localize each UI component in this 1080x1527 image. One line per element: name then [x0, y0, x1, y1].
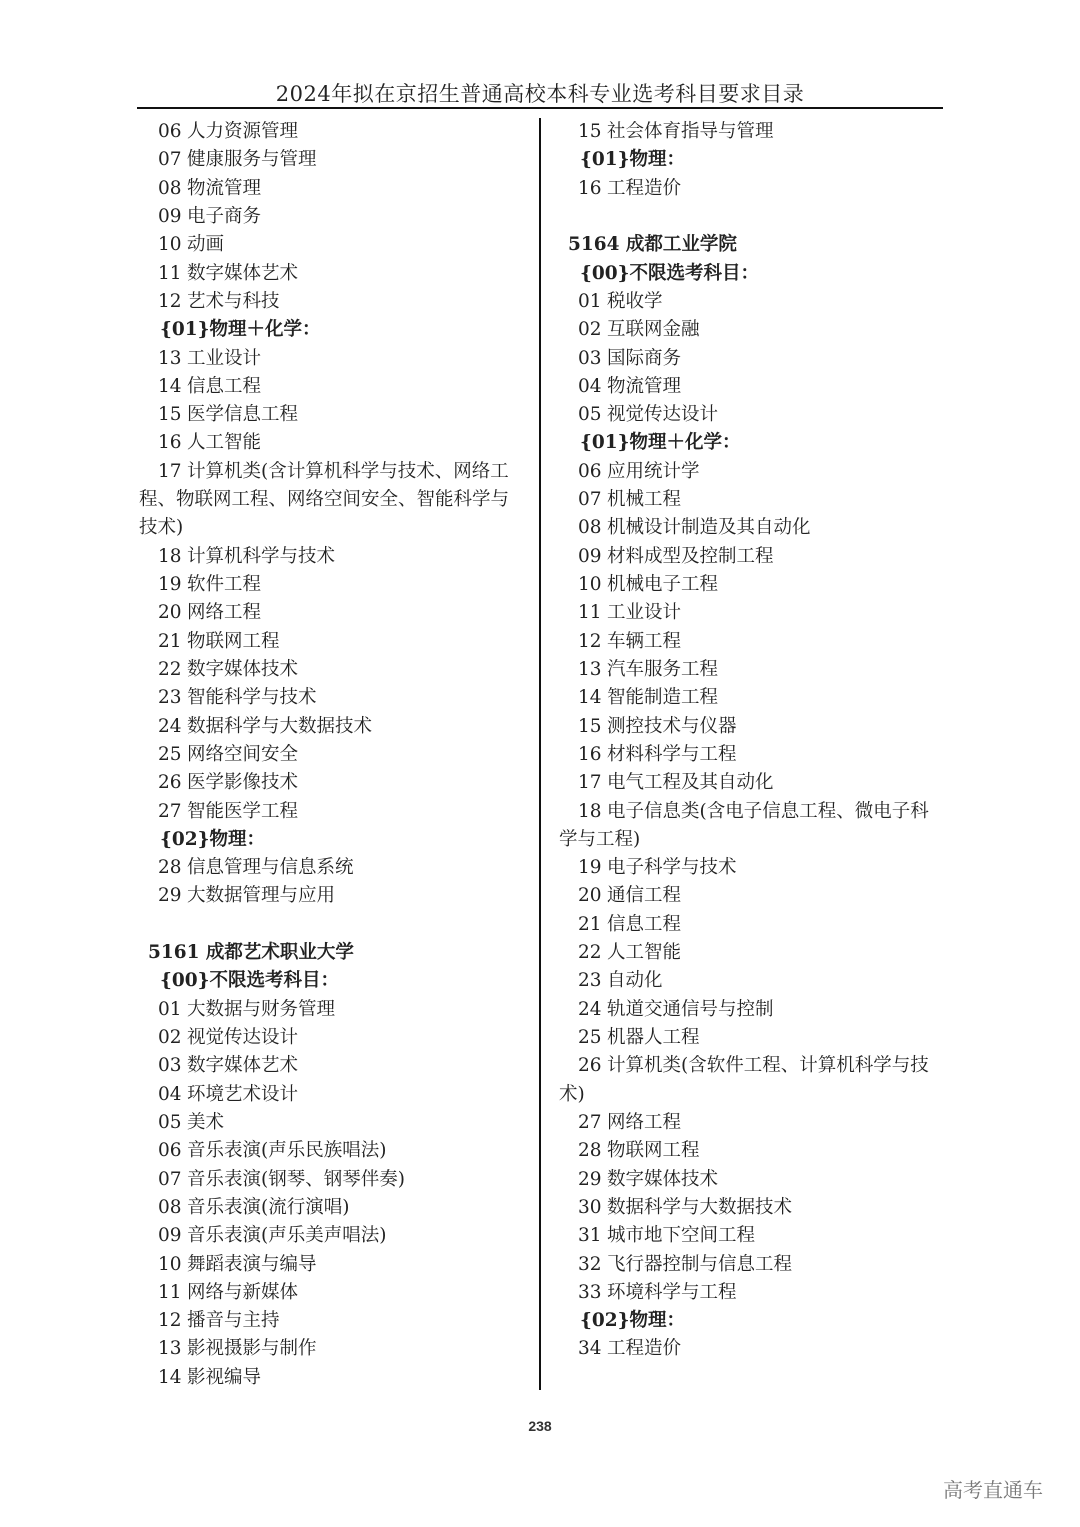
major-list-item [139, 1052, 539, 1080]
major-list-item [139, 1307, 539, 1335]
major-name: 工程造价 [607, 177, 682, 199]
major-list-item [559, 996, 959, 1024]
major-list-item [139, 288, 539, 316]
major-code: 27 [578, 1111, 602, 1133]
major-name: 影视摄影与制作 [187, 1338, 317, 1360]
major-list-item [559, 373, 959, 401]
major-name: 数字媒体技术 [187, 658, 299, 680]
major-list-item [139, 769, 539, 797]
major-name: 电子信息类(含电子信息工程、微电子科 [607, 800, 929, 822]
major-code: 04 [578, 375, 602, 397]
major-code: 06 [158, 121, 182, 142]
major-list-item [559, 599, 959, 627]
major-list-item [559, 628, 959, 656]
major-list-item [559, 571, 959, 599]
major-list-item [139, 656, 539, 684]
major-list-item [139, 599, 539, 627]
major-name: 视觉传达设计 [607, 404, 719, 426]
school-heading: 5161 成都艺术职业大学 [148, 942, 354, 964]
major-name: 音乐表演(声乐美声唱法) [187, 1225, 387, 1247]
left-column [139, 118, 539, 1392]
major-name: 网络工程 [607, 1111, 682, 1133]
major-list-item [559, 713, 959, 741]
major-name: 环境艺术设计 [187, 1083, 299, 1105]
major-list-item [139, 260, 539, 288]
major-name: 信息工程 [187, 375, 262, 397]
major-list-item [139, 741, 539, 769]
major-code: 11 [158, 262, 182, 284]
major-list-item [559, 486, 959, 514]
major-list-item [559, 939, 959, 967]
major-list-item [559, 1279, 959, 1307]
major-code: 25 [158, 743, 182, 765]
major-name-continuation: 术) [559, 1083, 585, 1105]
major-code: 28 [578, 1140, 602, 1162]
major-name: 计算机类(含软件工程、计算机科学与技 [607, 1055, 929, 1077]
major-code: 29 [158, 885, 182, 907]
blank-line [139, 911, 539, 939]
major-code: 13 [158, 1338, 182, 1360]
major-name: 大数据与财务管理 [187, 998, 336, 1020]
major-name: 社会体育指导与管理 [607, 121, 774, 142]
major-name: 车辆工程 [607, 630, 682, 652]
major-name: 信息工程 [607, 913, 682, 935]
major-code: 14 [158, 1366, 182, 1388]
major-list-item [559, 684, 959, 712]
major-name: 测控技术与仪器 [607, 715, 737, 737]
major-list-item [139, 882, 539, 910]
major-list-item [139, 1137, 539, 1165]
major-code: 10 [578, 574, 602, 595]
major-code: 10 [158, 1253, 182, 1275]
major-name: 计算机类(含计算机科学与技术、网络工 [187, 460, 509, 482]
major-list-item [559, 118, 959, 146]
major-name: 影视编导 [187, 1366, 262, 1388]
subject-requirement-heading: {00}不限选考科目： [580, 262, 760, 284]
major-list-item [559, 1166, 959, 1194]
major-code: 17 [158, 460, 182, 482]
major-name: 工程造价 [607, 1338, 682, 1360]
major-code: 24 [158, 715, 182, 737]
major-code: 05 [578, 404, 602, 426]
major-name: 机械工程 [607, 489, 682, 511]
major-code: 27 [158, 800, 182, 822]
major-name: 互联网金融 [607, 319, 700, 341]
major-list-item [139, 458, 539, 486]
major-name: 网络空间安全 [187, 743, 299, 765]
major-code: 16 [578, 743, 602, 765]
major-code: 13 [578, 658, 602, 680]
major-name: 城市地下空间工程 [607, 1225, 756, 1247]
major-name: 应用统计学 [607, 460, 700, 482]
major-code: 05 [158, 1111, 182, 1133]
major-name: 艺术与科技 [187, 290, 280, 312]
major-list-item [559, 1137, 959, 1165]
major-code: 10 [158, 234, 182, 256]
major-list-item [559, 741, 959, 769]
subject-requirement-heading: {01}物理： [580, 149, 686, 171]
major-code: 19 [578, 857, 602, 879]
major-name: 数字媒体艺术 [187, 1055, 299, 1077]
header-rule [137, 107, 943, 109]
school-heading: 5164 成都工业学院 [568, 234, 737, 256]
major-name: 播音与主持 [187, 1310, 280, 1332]
major-list-item [559, 1194, 959, 1222]
major-name: 音乐表演(声乐民族唱法) [187, 1140, 387, 1162]
major-name: 汽车服务工程 [607, 658, 719, 680]
major-name: 数字媒体艺术 [187, 262, 299, 284]
major-name: 网络与新媒体 [187, 1281, 299, 1303]
major-code: 11 [578, 602, 602, 624]
major-name: 电子科学与技术 [607, 857, 737, 879]
major-code: 26 [158, 772, 182, 794]
major-name: 数据科学与大数据技术 [607, 1196, 793, 1218]
right-column [559, 118, 959, 1364]
major-code: 09 [578, 545, 602, 567]
major-code: 29 [578, 1168, 602, 1190]
major-name-continuation: 学与工程) [559, 828, 641, 850]
major-list-item [139, 1081, 539, 1109]
major-list-item [139, 1194, 539, 1222]
major-list-item [139, 1109, 539, 1137]
major-name: 信息管理与信息系统 [187, 857, 354, 879]
major-list-item [139, 628, 539, 656]
major-list-item [139, 1222, 539, 1250]
major-code: 06 [578, 460, 602, 482]
major-list-item [139, 1364, 539, 1392]
major-list-item [139, 1166, 539, 1194]
major-list-item [139, 146, 539, 174]
major-name: 物联网工程 [607, 1140, 700, 1162]
major-code: 20 [578, 885, 602, 907]
major-name: 物联网工程 [187, 630, 280, 652]
major-list-item [139, 345, 539, 373]
major-name: 飞行器控制与信息工程 [607, 1253, 793, 1275]
major-name: 医学影像技术 [187, 772, 299, 794]
major-code: 03 [578, 347, 602, 369]
major-code: 22 [158, 658, 182, 680]
major-list-item [559, 911, 959, 939]
major-list-item [559, 345, 959, 373]
major-list-item [139, 1251, 539, 1279]
major-list-item [139, 203, 539, 231]
major-code: 08 [578, 517, 602, 539]
major-name: 软件工程 [187, 574, 262, 595]
major-code: 20 [158, 602, 182, 624]
major-code: 32 [578, 1253, 602, 1275]
major-name: 音乐表演(钢琴、钢琴伴奏) [187, 1168, 405, 1190]
major-code: 17 [578, 772, 602, 794]
major-list-item [559, 543, 959, 571]
major-name: 计算机科学与技术 [187, 545, 336, 567]
page-title: 2024年拟在京招生普通高校本科专业选考科目要求目录 [275, 82, 805, 106]
major-list-item [559, 882, 959, 910]
major-code: 16 [578, 177, 602, 199]
major-list-item [559, 967, 959, 995]
major-list-item [559, 1024, 959, 1052]
major-name: 智能制造工程 [607, 687, 719, 709]
major-name: 健康服务与管理 [187, 149, 317, 171]
major-name-continuation: 程、物联网工程、网络空间安全、智能科学与 [139, 489, 510, 511]
major-list-item [139, 684, 539, 712]
major-code: 22 [578, 942, 602, 964]
major-code: 25 [578, 1027, 602, 1048]
major-list-item [559, 316, 959, 344]
page-number: 238 [528, 1418, 552, 1434]
major-name: 智能科学与技术 [187, 687, 317, 709]
major-code: 28 [158, 857, 182, 879]
major-name: 数字媒体技术 [607, 1168, 719, 1190]
major-code: 02 [578, 319, 602, 341]
major-code: 13 [158, 347, 182, 369]
major-code: 21 [578, 913, 602, 935]
major-code: 34 [578, 1338, 602, 1360]
major-code: 07 [158, 149, 182, 171]
major-code: 01 [578, 290, 602, 312]
major-name: 音乐表演(流行演唱) [187, 1196, 350, 1218]
major-list-item [139, 401, 539, 429]
major-name: 视觉传达设计 [187, 1027, 299, 1048]
major-name: 税收学 [607, 290, 663, 312]
major-name: 工业设计 [187, 347, 262, 369]
major-list-item [139, 1279, 539, 1307]
major-list-item [139, 854, 539, 882]
major-code: 06 [158, 1140, 182, 1162]
major-code: 21 [158, 630, 182, 652]
major-name: 轨道交通信号与控制 [607, 998, 774, 1020]
major-code: 12 [158, 290, 182, 312]
major-name: 美术 [187, 1111, 225, 1133]
major-list-item [139, 373, 539, 401]
major-code: 12 [158, 1310, 182, 1332]
major-code: 30 [578, 1196, 602, 1218]
major-list-item [559, 1335, 959, 1363]
major-code: 15 [158, 404, 182, 426]
major-name: 大数据管理与应用 [187, 885, 336, 907]
major-list-item [559, 458, 959, 486]
major-list-item [559, 1251, 959, 1279]
major-name: 机械设计制造及其自动化 [607, 517, 811, 539]
major-name: 环境科学与工程 [607, 1281, 737, 1303]
major-name: 通信工程 [607, 885, 682, 907]
major-list-item [139, 118, 539, 146]
major-name: 网络工程 [187, 602, 262, 624]
major-list-item [139, 429, 539, 457]
major-list-item [139, 1335, 539, 1363]
major-name: 国际商务 [607, 347, 682, 369]
major-code: 24 [578, 998, 602, 1020]
subject-requirement-heading: {00}不限选考科目： [160, 970, 340, 992]
major-list-item [559, 854, 959, 882]
major-list-item [139, 543, 539, 571]
major-list-item [559, 1109, 959, 1137]
major-code: 01 [158, 998, 182, 1020]
major-code: 02 [158, 1027, 182, 1048]
major-list-item [559, 514, 959, 542]
subject-requirement-heading: {02}物理： [580, 1310, 686, 1332]
major-list-item [139, 571, 539, 599]
major-name: 材料成型及控制工程 [607, 545, 774, 567]
major-name: 电子商务 [187, 205, 262, 227]
major-code: 07 [158, 1168, 182, 1190]
major-name: 材料科学与工程 [607, 743, 737, 765]
major-list-item [559, 769, 959, 797]
major-code: 11 [158, 1281, 182, 1303]
major-name: 物流管理 [187, 177, 262, 199]
major-name: 医学信息工程 [187, 404, 299, 426]
major-name: 人工智能 [187, 432, 262, 454]
major-list-item [559, 288, 959, 316]
major-name: 工业设计 [607, 602, 682, 624]
major-code: 04 [158, 1083, 182, 1105]
major-name: 动画 [187, 234, 225, 256]
major-code: 08 [158, 1196, 182, 1218]
subject-requirement-heading: {02}物理： [160, 828, 266, 850]
major-code: 15 [578, 715, 602, 737]
major-code: 23 [158, 687, 182, 709]
major-code: 14 [578, 687, 602, 709]
major-list-item [139, 1024, 539, 1052]
major-list-item [559, 656, 959, 684]
major-code: 23 [578, 970, 602, 992]
major-name: 数据科学与大数据技术 [187, 715, 373, 737]
major-code: 14 [158, 375, 182, 397]
major-list-item [559, 1222, 959, 1250]
major-code: 18 [578, 800, 602, 822]
major-list-item [559, 401, 959, 429]
subject-requirement-heading: {01}物理＋化学： [160, 319, 321, 341]
major-code: 33 [578, 1281, 602, 1303]
major-code: 15 [578, 121, 602, 142]
major-list-item [139, 175, 539, 203]
major-name-continuation: 技术) [139, 517, 184, 539]
major-list-item [139, 798, 539, 826]
major-list-item [139, 713, 539, 741]
major-code: 19 [158, 574, 182, 595]
major-code: 12 [578, 630, 602, 652]
major-code: 16 [158, 432, 182, 454]
major-code: 09 [158, 205, 182, 227]
major-name: 舞蹈表演与编导 [187, 1253, 317, 1275]
major-code: 09 [158, 1225, 182, 1247]
major-list-item [559, 175, 959, 203]
major-name: 机器人工程 [607, 1027, 700, 1048]
column-divider [539, 118, 541, 1390]
watermark: 高考直通车 [943, 1478, 1043, 1502]
major-code: 26 [578, 1055, 602, 1077]
blank-line [559, 203, 959, 231]
major-name: 电气工程及其自动化 [607, 772, 774, 794]
major-code: 08 [158, 177, 182, 199]
major-name: 自动化 [607, 970, 663, 992]
major-name: 人力资源管理 [187, 121, 299, 142]
major-name: 物流管理 [607, 375, 682, 397]
major-list-item [559, 1052, 959, 1080]
major-code: 07 [578, 489, 602, 511]
major-list-item [559, 798, 959, 826]
major-code: 31 [578, 1225, 602, 1247]
major-code: 18 [158, 545, 182, 567]
subject-requirement-heading: {01}物理＋化学： [580, 432, 741, 454]
major-name: 智能医学工程 [187, 800, 299, 822]
major-name: 人工智能 [607, 942, 682, 964]
major-code: 03 [158, 1055, 182, 1077]
major-list-item [139, 996, 539, 1024]
major-name: 机械电子工程 [607, 574, 719, 595]
major-list-item [139, 231, 539, 259]
